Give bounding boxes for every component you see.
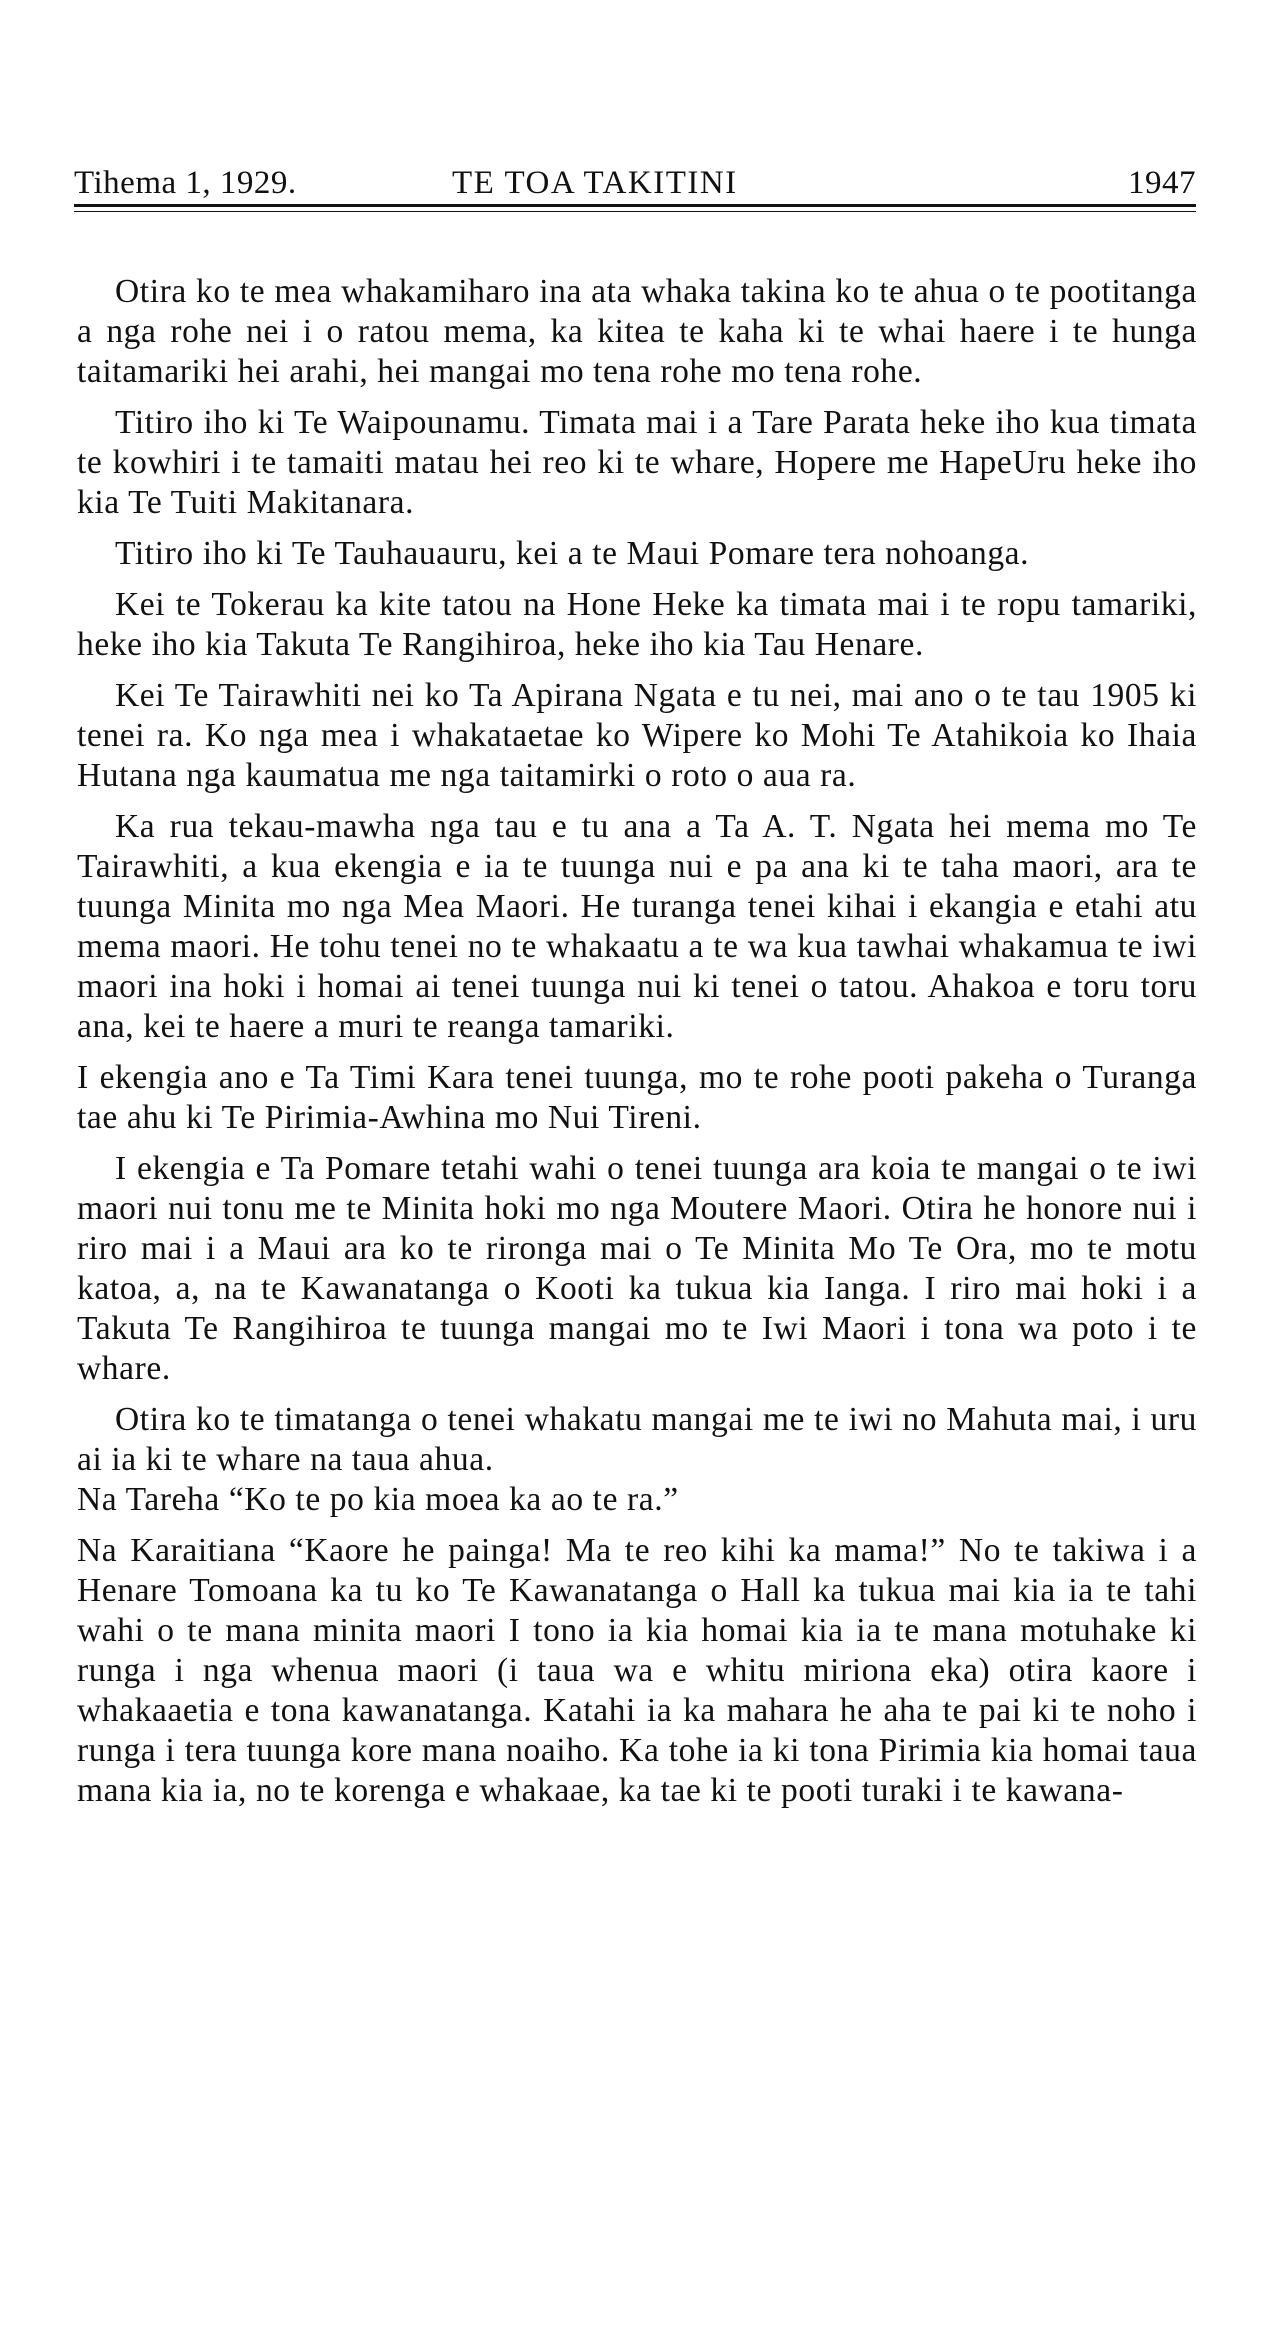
paragraph: Otira ko te timatanga o tenei whakatu mangai me te iwi no Mahuta mai, i uru ai ia ki te whare na taua ahua. (77, 1401, 1197, 1478)
paragraph: I ekengia ano e Ta Timi Kara tenei tuunga, mo te rohe pooti pakeha o Turanga tae ahu ki Te Pirimia-Awhina mo Nui Tireni. (77, 1059, 1197, 1136)
paragraph: Titiro iho ki Te Tauhauauru, kei a te Maui Pomare tera nohoanga. (115, 535, 1030, 572)
page-number: 1947 (1128, 165, 1196, 201)
article-body (77, 272, 1197, 1822)
paragraph: Na Karaitiana “Kaore he painga! Ma te reo kihi ka mama!” No te takiwa i a Henare Tomoana ka tu ko Te Kawanatanga o Hall ka tukua mai kia ia te tahi wahi o te mana minita maori I tono ia kia homai kia ia te mana motuhake ki runga i nga whenua maori (i taua wa e whitu miriona eka) otira kaore i whakaaetia e tona kawanatanga. Katahi ia ka mahara he aha te pai ki te noho i runga i tera tuunga kore mana noaiho. Ka tohe ia ki tona Pirimia kia homai taua mana kia ia, no te korenga e whakaae, ka tae ki te pooti turaki i te kawana- (77, 1532, 1197, 1809)
paragraph: Titiro iho ki Te Waipounamu. Timata mai i a Tare Parata heke iho kua timata te kowhiri i te tamaiti matau hei reo ki te whare, Hopere me HapeUru heke iho kia Te Tuiti Makitanara. (77, 404, 1197, 521)
header-date: Tihema 1, 1929. (74, 165, 297, 201)
header-title: TE TOA TAKITINI (452, 165, 738, 201)
paragraph: I ekengia e Ta Pomare tetahi wahi o tenei tuunga ara koia te mangai o te iwi maori nui tonu me te Minita hoki mo nga Moutere Maori. Otira he honore nui i riro mai i a Maui ara ko te rironga mai o Te Minita Mo Te Ora, mo te motu katoa, a, na te Kawanatanga o Kooti ka tukua kia Ianga. I riro mai hoki i a Takuta Te Rangihiroa te tuunga mangai mo te Iwi Maori i tona wa poto i te whare. (77, 1150, 1197, 1387)
running-header (74, 158, 1196, 207)
header-rule (74, 211, 1196, 212)
paragraph: Ka rua tekau-mawha nga tau e tu ana a Ta A. T. Ngata hei mema mo Te Tairawhiti, a kua ekengia e ia te tuunga nui e pa ana ki te taha maori, ara te tuunga Minita mo nga Mea Maori. He turanga tenei kihai i ekangia e etahi atu mema maori. He tohu tenei no te whakaatu a te wa kua tawhai whakamua te iwi maori ina hoki i homai ai tenei tuunga nui ki tenei o tatou. Ahakoa e toru toru ana, kei te haere a muri te reanga tamariki. (77, 808, 1197, 1045)
paragraph: Otira ko te mea whakamiharo ina ata whaka takina ko te ahua o te pootitanga a nga rohe nei i o ratou mema, ka kitea te kaha ki te whai haere i te hunga taitamariki hei arahi, hei mangai mo tena rohe mo tena rohe. (77, 273, 1197, 390)
paragraph: Kei Te Tairawhiti nei ko Ta Apirana Ngata e tu nei, mai ano o te tau 1905 ki tenei ra. Ko nga mea i whakataetae ko Wipere ko Mohi Te Atahikoia ko Ihaia Hutana nga kaumatua me nga taitamirki o roto o aua ra. (77, 677, 1197, 794)
paragraph: Kei te Tokerau ka kite tatou na Hone Heke ka timata mai i te ropu tamariki, heke iho kia Takuta Te Rangihiroa, heke iho kia Tau Henare. (77, 586, 1197, 663)
paragraph: Na Tareha “Ko te po kia moea ka ao te ra.” (77, 1481, 679, 1518)
